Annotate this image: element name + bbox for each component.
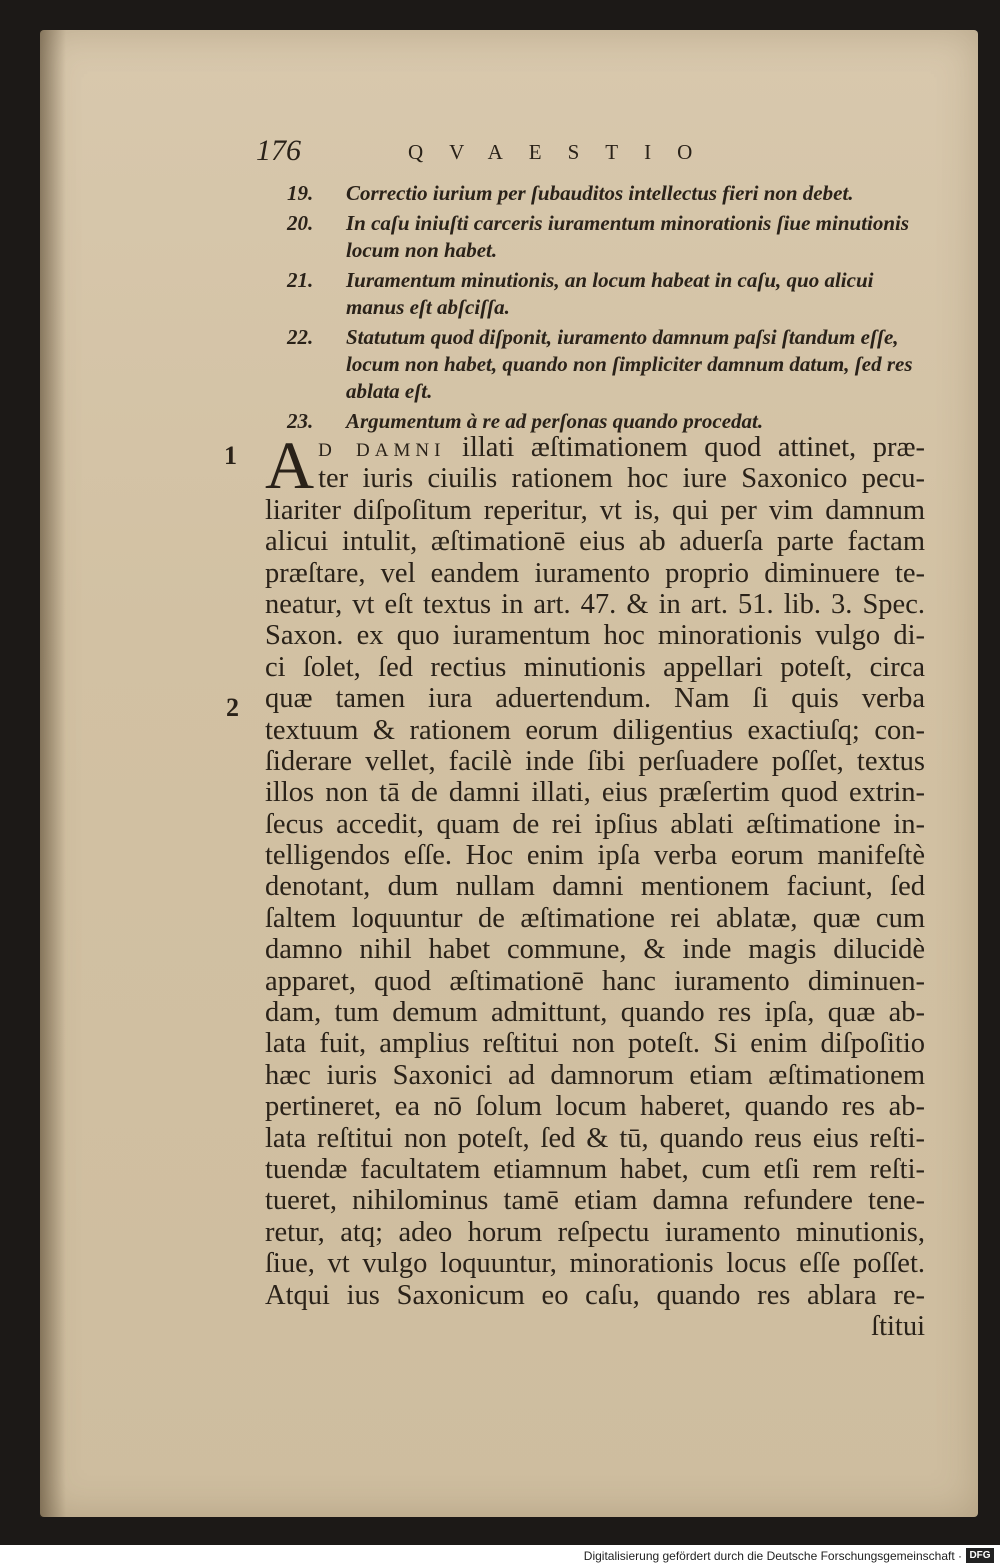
catchword: ſtitui [871, 1310, 925, 1342]
summary-number: 22. [287, 325, 314, 349]
footer-credit: Digitalisierung gefördert durch die Deutsche Forschungsgemeinschaft · [583, 1549, 962, 1563]
summary-text: Correctio iurium per ſubauditos intellectus fieri non debet. [346, 181, 854, 205]
running-head: QVAESTIO [408, 140, 719, 164]
gutter-shadow [40, 30, 66, 1517]
body-line: ſecus accedit, quam de rei ipſius ablati æſtimatione in- [265, 808, 925, 840]
marginal-number: 2 [226, 693, 239, 722]
body-line: Atqui ius Saxonicum eo caſu, quando res ablara re- [265, 1279, 925, 1311]
body-line: quæ tamen iura aduertendum. Nam ſi quis verba [265, 683, 925, 715]
body-line: pertineret, ea nō ſolum locum haberet, quando res ab- [265, 1091, 925, 1123]
summary-text: Statutum quod diſponit, iuramento damnum paſsi ſtandum eſſe, locum non habet, quando non ſimpliciter damnum datum, ſed res ablata eſt. [346, 325, 913, 403]
summary-number: 23. [287, 409, 314, 433]
body-line: tuendæ facultatem etiamnum habet, cum etſi rem reſti- [265, 1153, 925, 1185]
body-line: alicui intulit, æſtimationē eius ab aduerſa parte factam [265, 526, 925, 558]
summary-text: Iuramentum minutionis, an locum habeat in caſu, quo alicui manus eſt abſciſſa. [346, 268, 874, 319]
body-line: ſiue, vt vulgo loquuntur, minorationis locus eſſe poſſet. [265, 1248, 925, 1280]
summary-number: 20. [287, 211, 314, 235]
body-line: hæc iuris Saxonici ad damnorum etiam æſtimationem [265, 1059, 925, 1091]
summary-text: Argumentum à re ad perſonas quando procedat. [346, 409, 764, 433]
body-line: ſiderare vellet, facilè inde ſibi perſuadere poſſet, textus [265, 745, 925, 777]
body-line: dam, tum demum admittunt, quando res ipſa, quæ ab- [265, 997, 925, 1029]
summary-number: 21. [287, 268, 314, 292]
summary-text: In caſu iniuſti carceris iuramentum minorationis ſiue minutionis locum non habet. [346, 211, 910, 262]
body-line: illos non tā de damni illati, eius præſertim quod extrin- [265, 777, 925, 809]
body-line: lata fuit, amplius reſtitui non poteſt. Si enim diſpoſitio [265, 1028, 925, 1060]
page-number: 176 [256, 134, 301, 167]
marginal-number: 1 [224, 441, 237, 470]
summary-item [287, 408, 927, 435]
body-line: tueret, nihilominus tamē etiam damna refundere tene- [265, 1185, 925, 1217]
summary-item [287, 324, 927, 405]
body-line: ci ſolet, ſed rectius minutionis appellari poteſt, circa [265, 651, 925, 683]
body-line-text: illati æſtimationem quod attinet, præ- [462, 432, 925, 463]
summary-item [287, 180, 927, 207]
body-line: liariter diſpoſitum reperitur, vt is, qui per vim damnum [265, 494, 925, 526]
page-header [256, 134, 766, 174]
body-lines [265, 463, 925, 1311]
summary-list [287, 180, 927, 438]
body-line: ſaltem loquuntur de æſtimatione rei ablatæ, quæ cum [265, 902, 925, 934]
footer-bar [0, 1545, 1000, 1568]
dfg-logo: DFG [966, 1548, 994, 1563]
body-line: neatur, vt eſt textus in art. 47. & in art. 51. lib. 3. Spec. [265, 588, 925, 620]
body-line: retur, atq; adeo horum reſpectu iuramento minutionis, [265, 1216, 925, 1248]
body-line: Saxon. ex quo iuramentum hoc minorationis vulgo di- [265, 620, 925, 652]
body-line: præſtare, vel eandem iuramento proprio diminuere te- [265, 557, 925, 589]
body-text [265, 427, 925, 1342]
body-line: textuum & rationem eorum diligentius exactiuſq; con- [265, 714, 925, 746]
summary-item [287, 210, 927, 264]
drop-cap: A [265, 427, 315, 503]
body-line: damno nihil habet commune, & inde magis dilucidè [265, 934, 925, 966]
opening-small-caps: D DAMNI [318, 440, 446, 461]
body-line: ter iuris ciuilis rationem hoc iure Saxonico pecu- [318, 463, 925, 495]
body-line: apparet, quod æſtimationē hanc iuramento diminuen- [265, 965, 925, 997]
body-line: lata reſtitui non poteſt, ſed & tū, quando reus eius reſti- [265, 1122, 925, 1154]
body-line: telligendos eſſe. Hoc enim ipſa verba eorum manifeſtè [265, 840, 925, 872]
summary-number: 19. [287, 181, 314, 205]
body-line: denotant, dum nullam damni mentionem faciunt, ſed [265, 871, 925, 903]
summary-item [287, 267, 927, 321]
